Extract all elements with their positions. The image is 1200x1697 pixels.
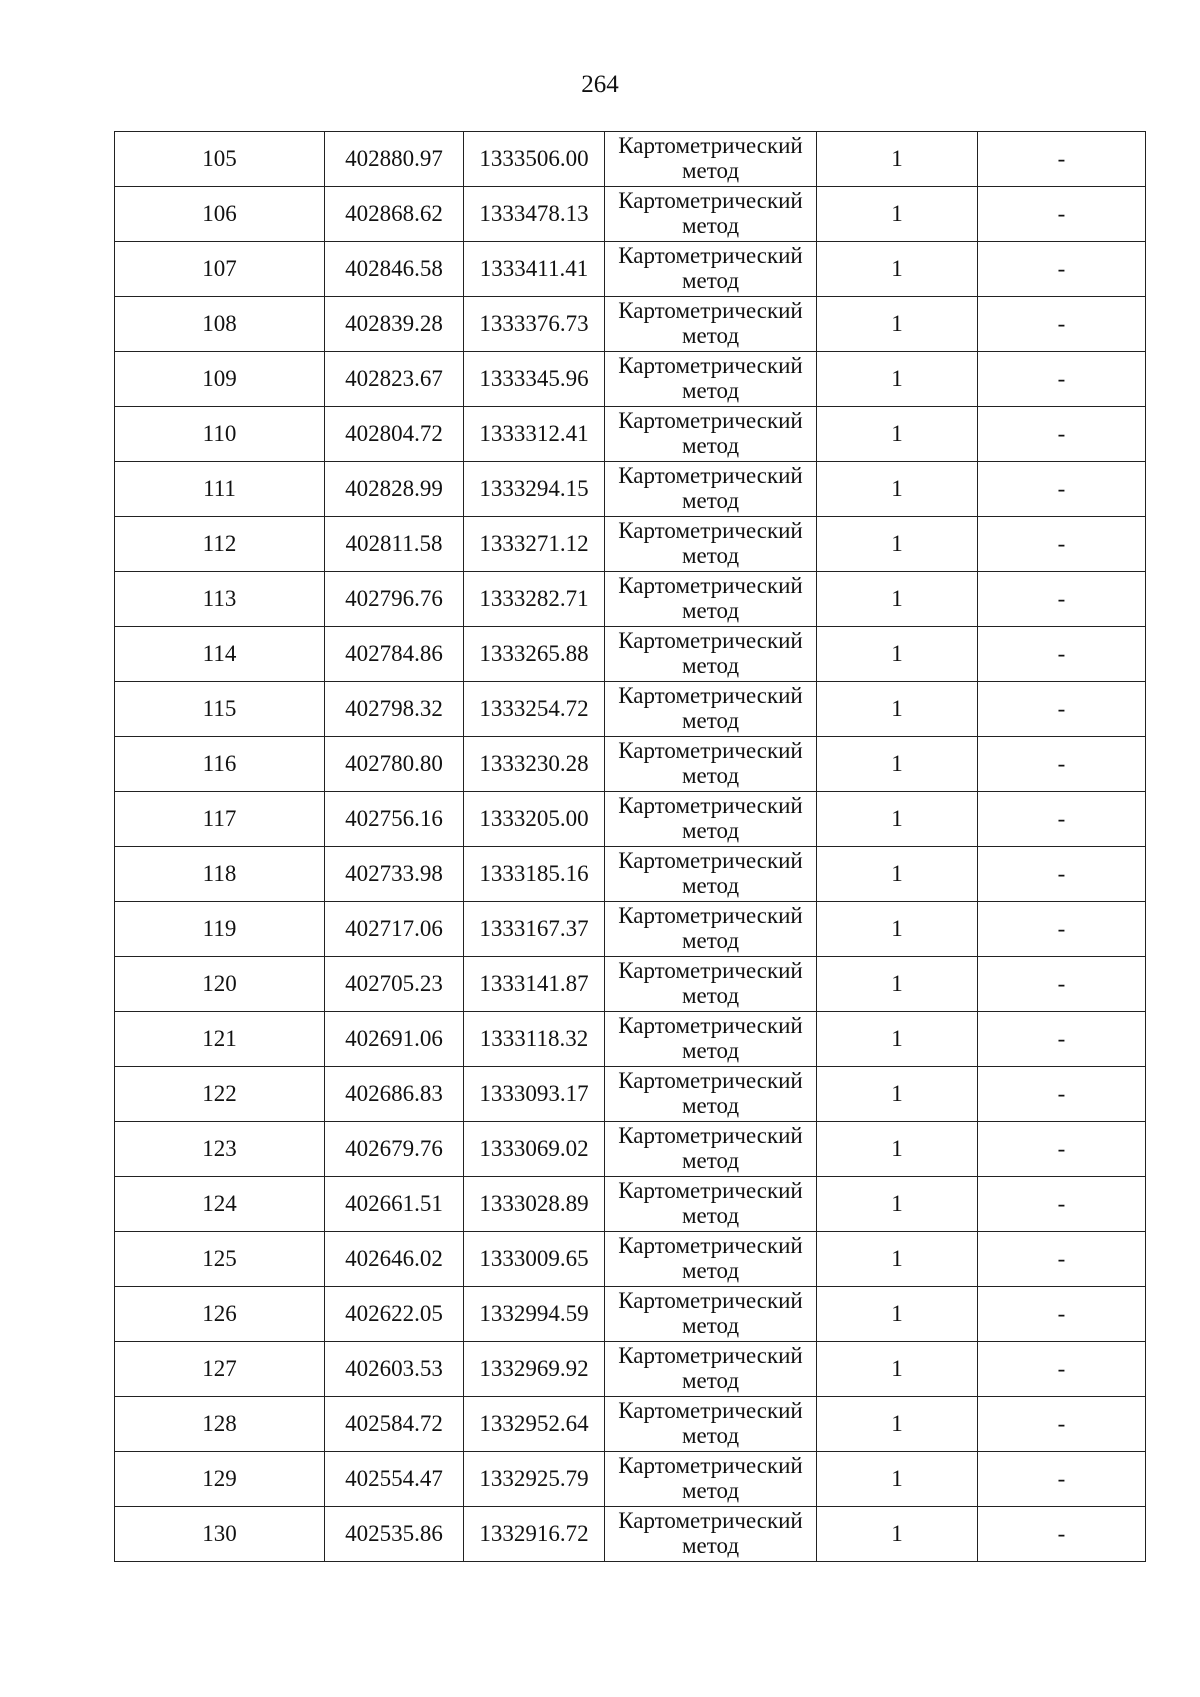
method-line-1: Картометрический: [618, 1453, 803, 1478]
cell-point-number: 125: [115, 1232, 325, 1287]
cell-method: [605, 572, 817, 627]
cell-note: -: [978, 297, 1146, 352]
method-line-1: Картометрический: [618, 903, 803, 928]
table-row: [115, 737, 1146, 792]
cell-accuracy: 1: [817, 792, 978, 847]
cell-y-coordinate: 1333141.87: [464, 957, 605, 1012]
cell-x-coordinate: 402705.23: [325, 957, 464, 1012]
cell-accuracy: 1: [817, 297, 978, 352]
table-row: [115, 627, 1146, 682]
coordinates-table: [114, 131, 1146, 1562]
cell-method: [605, 1012, 817, 1067]
cell-method: [605, 902, 817, 957]
cell-note: -: [978, 1507, 1146, 1562]
cell-note: -: [978, 1232, 1146, 1287]
cell-method: [605, 682, 817, 737]
method-line-1: Картометрический: [618, 1013, 803, 1038]
cell-note: -: [978, 187, 1146, 242]
table-row: [115, 187, 1146, 242]
cell-point-number: 111: [115, 462, 325, 517]
cell-x-coordinate: 402733.98: [325, 847, 464, 902]
method-line-2: метод: [681, 818, 740, 843]
table-row: [115, 847, 1146, 902]
cell-point-number: 110: [115, 407, 325, 462]
cell-accuracy: 1: [817, 1122, 978, 1177]
cell-method: [605, 297, 817, 352]
method-line-1: Картометрический: [618, 848, 803, 873]
cell-note: -: [978, 1287, 1146, 1342]
cell-note: -: [978, 627, 1146, 682]
cell-accuracy: 1: [817, 1287, 978, 1342]
table-row: [115, 1067, 1146, 1122]
cell-point-number: 109: [115, 352, 325, 407]
cell-note: -: [978, 572, 1146, 627]
method-line-1: Картометрический: [618, 408, 803, 433]
method-line-1: Картометрический: [618, 1123, 803, 1148]
method-line-2: метод: [681, 653, 740, 678]
method-line-2: метод: [681, 1148, 740, 1173]
table-row: [115, 1342, 1146, 1397]
cell-note: -: [978, 792, 1146, 847]
method-line-2: метод: [681, 1313, 740, 1338]
cell-x-coordinate: 402823.67: [325, 352, 464, 407]
cell-y-coordinate: 1333205.00: [464, 792, 605, 847]
cell-y-coordinate: 1332994.59: [464, 1287, 605, 1342]
table-row: [115, 902, 1146, 957]
cell-accuracy: 1: [817, 132, 978, 187]
cell-x-coordinate: 402880.97: [325, 132, 464, 187]
cell-note: -: [978, 132, 1146, 187]
cell-point-number: 115: [115, 682, 325, 737]
cell-x-coordinate: 402717.06: [325, 902, 464, 957]
method-line-2: метод: [681, 1368, 740, 1393]
cell-x-coordinate: 402679.76: [325, 1122, 464, 1177]
method-line-1: Картометрический: [618, 463, 803, 488]
table-row: [115, 1012, 1146, 1067]
table-row: [115, 1122, 1146, 1177]
cell-accuracy: 1: [817, 1067, 978, 1122]
cell-note: -: [978, 1452, 1146, 1507]
cell-point-number: 124: [115, 1177, 325, 1232]
cell-note: -: [978, 1177, 1146, 1232]
cell-y-coordinate: 1333345.96: [464, 352, 605, 407]
cell-point-number: 121: [115, 1012, 325, 1067]
cell-method: [605, 132, 817, 187]
method-line-1: Картометрический: [618, 188, 803, 213]
cell-y-coordinate: 1333282.71: [464, 572, 605, 627]
method-line-2: метод: [681, 763, 740, 788]
cell-accuracy: 1: [817, 1397, 978, 1452]
cell-note: -: [978, 1397, 1146, 1452]
method-line-2: метод: [681, 1478, 740, 1503]
method-line-1: Картометрический: [618, 1398, 803, 1423]
cell-accuracy: 1: [817, 462, 978, 517]
cell-x-coordinate: 402796.76: [325, 572, 464, 627]
cell-y-coordinate: 1333118.32: [464, 1012, 605, 1067]
cell-point-number: 122: [115, 1067, 325, 1122]
method-line-2: метод: [681, 1533, 740, 1558]
cell-y-coordinate: 1333069.02: [464, 1122, 605, 1177]
cell-y-coordinate: 1333230.28: [464, 737, 605, 792]
cell-accuracy: 1: [817, 407, 978, 462]
cell-method: [605, 462, 817, 517]
cell-note: -: [978, 957, 1146, 1012]
cell-point-number: 120: [115, 957, 325, 1012]
cell-y-coordinate: 1332952.64: [464, 1397, 605, 1452]
cell-point-number: 130: [115, 1507, 325, 1562]
cell-method: [605, 1342, 817, 1397]
method-line-2: метод: [681, 928, 740, 953]
cell-method: [605, 1122, 817, 1177]
cell-x-coordinate: 402839.28: [325, 297, 464, 352]
cell-method: [605, 1287, 817, 1342]
table-row: [115, 462, 1146, 517]
cell-x-coordinate: 402846.58: [325, 242, 464, 297]
cell-accuracy: 1: [817, 572, 978, 627]
table-row: [115, 517, 1146, 572]
cell-accuracy: 1: [817, 1177, 978, 1232]
cell-accuracy: 1: [817, 847, 978, 902]
method-line-1: Картометрический: [618, 1288, 803, 1313]
cell-point-number: 108: [115, 297, 325, 352]
cell-x-coordinate: 402811.58: [325, 517, 464, 572]
method-line-2: метод: [681, 543, 740, 568]
method-line-2: метод: [681, 378, 740, 403]
cell-method: [605, 187, 817, 242]
cell-method: [605, 407, 817, 462]
cell-note: -: [978, 902, 1146, 957]
cell-y-coordinate: 1332916.72: [464, 1507, 605, 1562]
table-row: [115, 132, 1146, 187]
cell-method: [605, 1507, 817, 1562]
cell-point-number: 119: [115, 902, 325, 957]
table-row: [115, 407, 1146, 462]
method-line-2: метод: [681, 983, 740, 1008]
cell-accuracy: 1: [817, 737, 978, 792]
table-row: [115, 957, 1146, 1012]
page-number: 264: [581, 71, 619, 98]
method-line-2: метод: [681, 873, 740, 898]
cell-accuracy: 1: [817, 957, 978, 1012]
cell-accuracy: 1: [817, 1342, 978, 1397]
cell-note: -: [978, 847, 1146, 902]
method-line-2: метод: [681, 433, 740, 458]
cell-note: -: [978, 737, 1146, 792]
method-line-2: метод: [681, 213, 740, 238]
method-line-1: Картометрический: [618, 958, 803, 983]
cell-x-coordinate: 402535.86: [325, 1507, 464, 1562]
cell-method: [605, 517, 817, 572]
cell-y-coordinate: 1333167.37: [464, 902, 605, 957]
cell-note: -: [978, 1067, 1146, 1122]
cell-method: [605, 957, 817, 1012]
cell-note: -: [978, 352, 1146, 407]
method-line-1: Картометрический: [618, 1178, 803, 1203]
cell-note: -: [978, 242, 1146, 297]
cell-y-coordinate: 1333506.00: [464, 132, 605, 187]
cell-method: [605, 1232, 817, 1287]
method-line-2: метод: [681, 1038, 740, 1063]
cell-method: [605, 847, 817, 902]
cell-point-number: 129: [115, 1452, 325, 1507]
method-line-1: Картометрический: [618, 243, 803, 268]
cell-note: -: [978, 407, 1146, 462]
cell-accuracy: 1: [817, 1012, 978, 1067]
cell-accuracy: 1: [817, 242, 978, 297]
cell-point-number: 113: [115, 572, 325, 627]
method-line-1: Картометрический: [618, 683, 803, 708]
cell-note: -: [978, 1122, 1146, 1177]
table-row: [115, 242, 1146, 297]
cell-x-coordinate: 402868.62: [325, 187, 464, 242]
method-line-1: Картометрический: [618, 1068, 803, 1093]
method-line-1: Картометрический: [618, 738, 803, 763]
cell-y-coordinate: 1333271.12: [464, 517, 605, 572]
table-row: [115, 1452, 1146, 1507]
method-line-2: метод: [681, 1203, 740, 1228]
method-line-2: метод: [681, 1258, 740, 1283]
cell-y-coordinate: 1333265.88: [464, 627, 605, 682]
cell-y-coordinate: 1332925.79: [464, 1452, 605, 1507]
cell-accuracy: 1: [817, 187, 978, 242]
cell-y-coordinate: 1333478.13: [464, 187, 605, 242]
method-line-1: Картометрический: [618, 1233, 803, 1258]
table-row: [115, 1177, 1146, 1232]
table-row: [115, 682, 1146, 737]
cell-x-coordinate: 402828.99: [325, 462, 464, 517]
method-line-1: Картометрический: [618, 1508, 803, 1533]
cell-y-coordinate: 1333312.41: [464, 407, 605, 462]
cell-y-coordinate: 1333093.17: [464, 1067, 605, 1122]
cell-x-coordinate: 402603.53: [325, 1342, 464, 1397]
cell-y-coordinate: 1333185.16: [464, 847, 605, 902]
cell-accuracy: 1: [817, 1507, 978, 1562]
cell-method: [605, 737, 817, 792]
cell-x-coordinate: 402798.32: [325, 682, 464, 737]
coordinates-table-body: [115, 132, 1146, 1562]
cell-y-coordinate: 1333009.65: [464, 1232, 605, 1287]
cell-x-coordinate: 402784.86: [325, 627, 464, 682]
cell-accuracy: 1: [817, 1452, 978, 1507]
cell-x-coordinate: 402622.05: [325, 1287, 464, 1342]
table-row: [115, 352, 1146, 407]
cell-x-coordinate: 402691.06: [325, 1012, 464, 1067]
cell-point-number: 112: [115, 517, 325, 572]
method-line-1: Картометрический: [618, 518, 803, 543]
method-line-2: метод: [681, 268, 740, 293]
cell-y-coordinate: 1332969.92: [464, 1342, 605, 1397]
method-line-2: метод: [681, 1093, 740, 1118]
method-line-2: метод: [681, 708, 740, 733]
table-row: [115, 572, 1146, 627]
cell-point-number: 114: [115, 627, 325, 682]
cell-point-number: 118: [115, 847, 325, 902]
cell-point-number: 117: [115, 792, 325, 847]
method-line-1: Картометрический: [618, 133, 803, 158]
cell-accuracy: 1: [817, 902, 978, 957]
method-line-1: Картометрический: [618, 628, 803, 653]
cell-accuracy: 1: [817, 1232, 978, 1287]
cell-x-coordinate: 402646.02: [325, 1232, 464, 1287]
cell-point-number: 107: [115, 242, 325, 297]
method-line-1: Картометрический: [618, 793, 803, 818]
cell-method: [605, 1452, 817, 1507]
cell-point-number: 128: [115, 1397, 325, 1452]
cell-method: [605, 627, 817, 682]
method-line-2: метод: [681, 598, 740, 623]
cell-point-number: 123: [115, 1122, 325, 1177]
cell-x-coordinate: 402804.72: [325, 407, 464, 462]
cell-accuracy: 1: [817, 517, 978, 572]
cell-method: [605, 1177, 817, 1232]
method-line-2: метод: [681, 323, 740, 348]
cell-note: -: [978, 1342, 1146, 1397]
method-line-1: Картометрический: [618, 353, 803, 378]
table-row: [115, 1507, 1146, 1562]
cell-x-coordinate: 402661.51: [325, 1177, 464, 1232]
cell-note: -: [978, 517, 1146, 572]
cell-y-coordinate: 1333294.15: [464, 462, 605, 517]
table-row: [115, 1287, 1146, 1342]
table-row: [115, 792, 1146, 847]
cell-note: -: [978, 462, 1146, 517]
cell-method: [605, 242, 817, 297]
cell-y-coordinate: 1333376.73: [464, 297, 605, 352]
cell-y-coordinate: 1333411.41: [464, 242, 605, 297]
cell-y-coordinate: 1333254.72: [464, 682, 605, 737]
cell-point-number: 127: [115, 1342, 325, 1397]
cell-x-coordinate: 402686.83: [325, 1067, 464, 1122]
cell-point-number: 116: [115, 737, 325, 792]
cell-x-coordinate: 402584.72: [325, 1397, 464, 1452]
method-line-2: метод: [681, 488, 740, 513]
cell-note: -: [978, 682, 1146, 737]
cell-point-number: 106: [115, 187, 325, 242]
cell-method: [605, 1067, 817, 1122]
cell-x-coordinate: 402756.16: [325, 792, 464, 847]
cell-point-number: 126: [115, 1287, 325, 1342]
method-line-2: метод: [681, 1423, 740, 1448]
cell-note: -: [978, 1012, 1146, 1067]
method-line-1: Картометрический: [618, 298, 803, 323]
table-row: [115, 1397, 1146, 1452]
cell-y-coordinate: 1333028.89: [464, 1177, 605, 1232]
cell-accuracy: 1: [817, 352, 978, 407]
cell-accuracy: 1: [817, 682, 978, 737]
cell-point-number: 105: [115, 132, 325, 187]
cell-x-coordinate: 402780.80: [325, 737, 464, 792]
table-row: [115, 297, 1146, 352]
cell-method: [605, 1397, 817, 1452]
method-line-1: Картометрический: [618, 573, 803, 598]
cell-accuracy: 1: [817, 627, 978, 682]
cell-method: [605, 352, 817, 407]
cell-method: [605, 792, 817, 847]
cell-x-coordinate: 402554.47: [325, 1452, 464, 1507]
method-line-1: Картометрический: [618, 1343, 803, 1368]
table-row: [115, 1232, 1146, 1287]
method-line-2: метод: [681, 158, 740, 183]
